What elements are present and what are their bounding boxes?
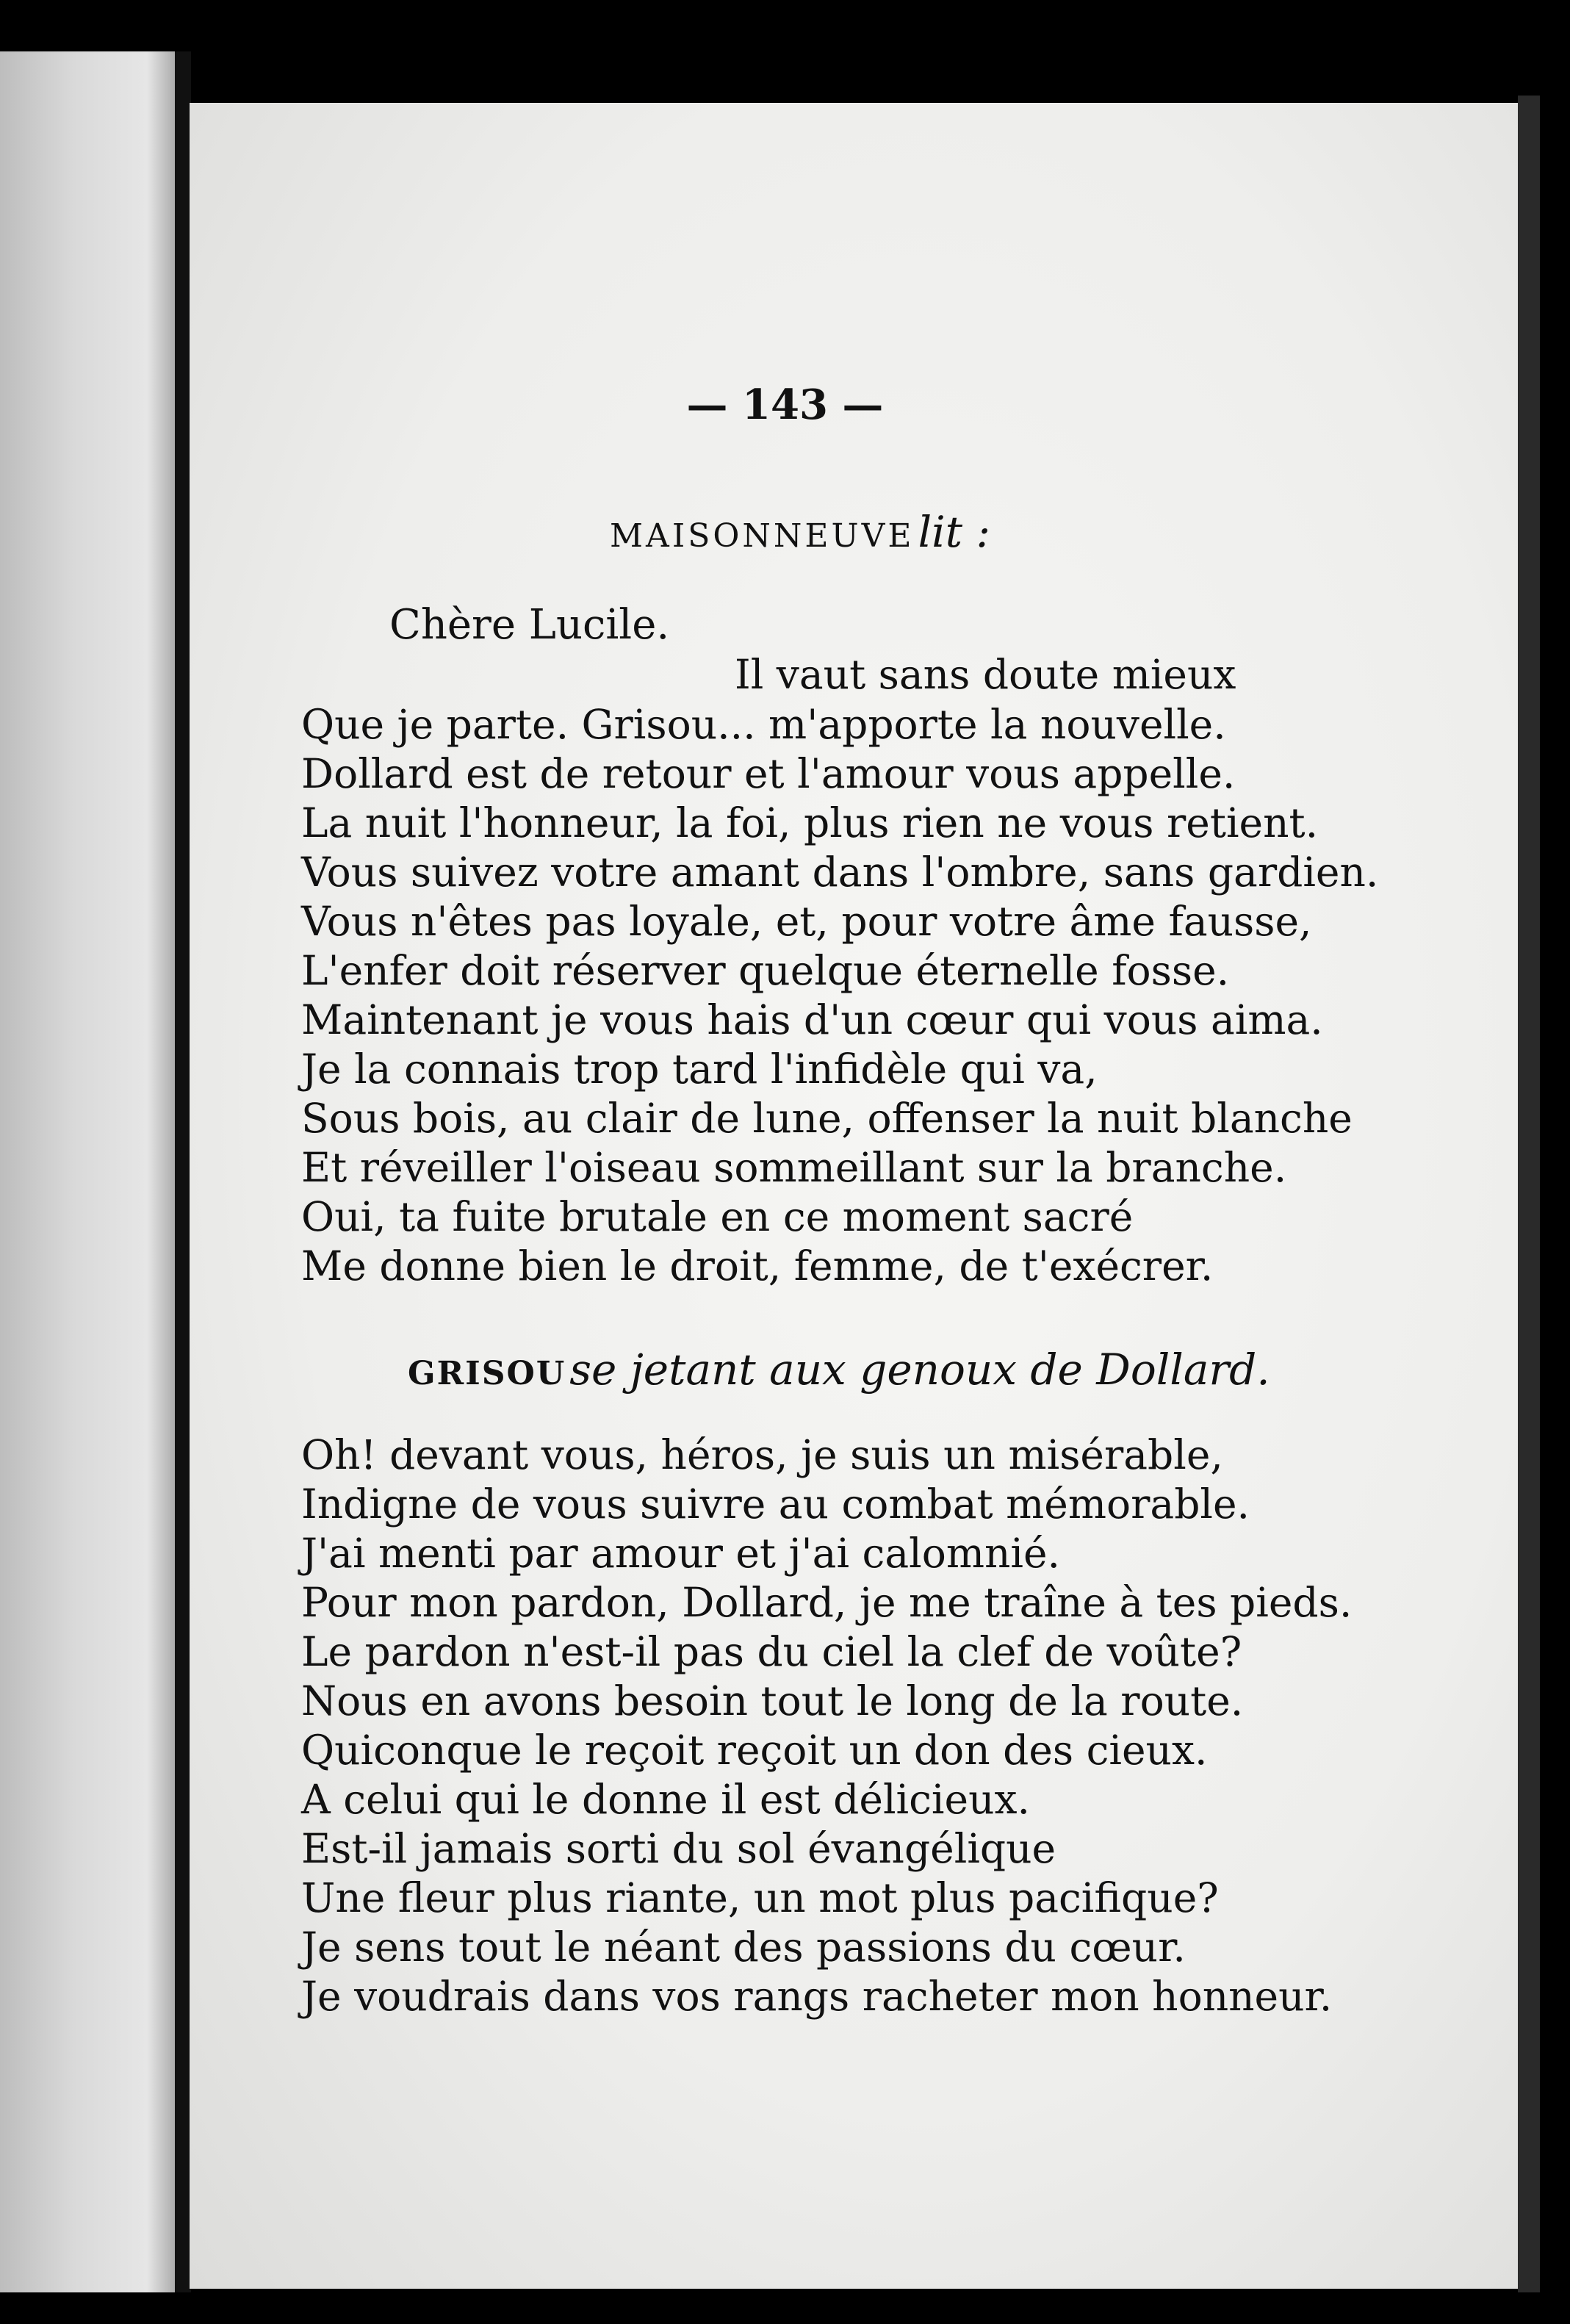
verse-line: A celui qui le donne il est délicieux. bbox=[301, 1776, 1030, 1823]
speaker-heading-maisonneuve bbox=[610, 507, 990, 557]
stanza-maisonneuve bbox=[301, 700, 1378, 1291]
verse-line: Oui, ta fuite brutale en ce moment sacré bbox=[301, 1193, 1134, 1240]
verse-line: Nous en avons besoin tout le long de la route. bbox=[301, 1677, 1244, 1724]
verse-line: Je voudrais dans vos rangs racheter mon honneur. bbox=[301, 1973, 1333, 2020]
page-number: — 143 — bbox=[686, 381, 884, 429]
verse-line: J'ai menti par amour et j'ai calomnié. bbox=[301, 1530, 1061, 1577]
verse-line: Je sens tout le néant des passions du cœur. bbox=[301, 1924, 1186, 1971]
verse-line: Quiconque le reçoit reçoit un don des cieux. bbox=[301, 1727, 1208, 1774]
verse-line: Le pardon n'est-il pas du ciel la clef de voûte? bbox=[301, 1628, 1242, 1675]
verse-line: Sous bois, au clair de lune, offenser la nuit blanche bbox=[301, 1095, 1353, 1142]
speaker-name: MAISONNEUVE bbox=[610, 517, 915, 555]
verse-line: Dollard est de retour et l'amour vous appelle. bbox=[301, 750, 1236, 797]
verse-line: Est-il jamais sorti du sol évangélique bbox=[301, 1825, 1056, 1872]
verse-line: Vous n'êtes pas loyale, et, pour votre âme fausse, bbox=[301, 898, 1312, 945]
stage-direction: lit : bbox=[918, 507, 991, 557]
verse-line: Que je parte. Grisou... m'apporte la nouvelle. bbox=[301, 701, 1226, 748]
stage-direction: se jetant aux genoux de Dollard. bbox=[569, 1345, 1270, 1395]
speaker-name: GRISOU bbox=[408, 1355, 566, 1392]
verse-line-continuation: Il vaut sans doute mieux bbox=[735, 651, 1236, 698]
verse-line: Indigne de vous suivre au combat mémorable. bbox=[301, 1481, 1250, 1528]
speaker-heading-grisou bbox=[408, 1345, 1270, 1395]
verse-line: Pour mon pardon, Dollard, je me traîne à tes pieds. bbox=[301, 1579, 1353, 1626]
stanza-grisou bbox=[301, 1431, 1352, 2021]
verse-line: Vous suivez votre amant dans l'ombre, sans gardien. bbox=[301, 849, 1379, 896]
verse-line: Une fleur plus riante, un mot plus pacifique? bbox=[301, 1874, 1219, 1921]
verse-line: Me donne bien le droit, femme, de t'exécrer. bbox=[301, 1242, 1214, 1289]
letter-salutation: Chère Lucile. bbox=[389, 601, 670, 649]
verse-line: Et réveiller l'oiseau sommeillant sur la branche. bbox=[301, 1144, 1287, 1191]
verse-line: La nuit l'honneur, la foi, plus rien ne vous retient. bbox=[301, 799, 1319, 846]
verse-line: Je la connais trop tard l'infidèle qui va, bbox=[301, 1046, 1098, 1093]
verse-line: L'enfer doit réserver quelque éternelle fosse. bbox=[301, 947, 1230, 994]
verse-line: Maintenant je vous hais d'un cœur qui vous aima. bbox=[301, 996, 1323, 1043]
verse-line: Oh! devant vous, héros, je suis un misérable, bbox=[301, 1431, 1223, 1478]
